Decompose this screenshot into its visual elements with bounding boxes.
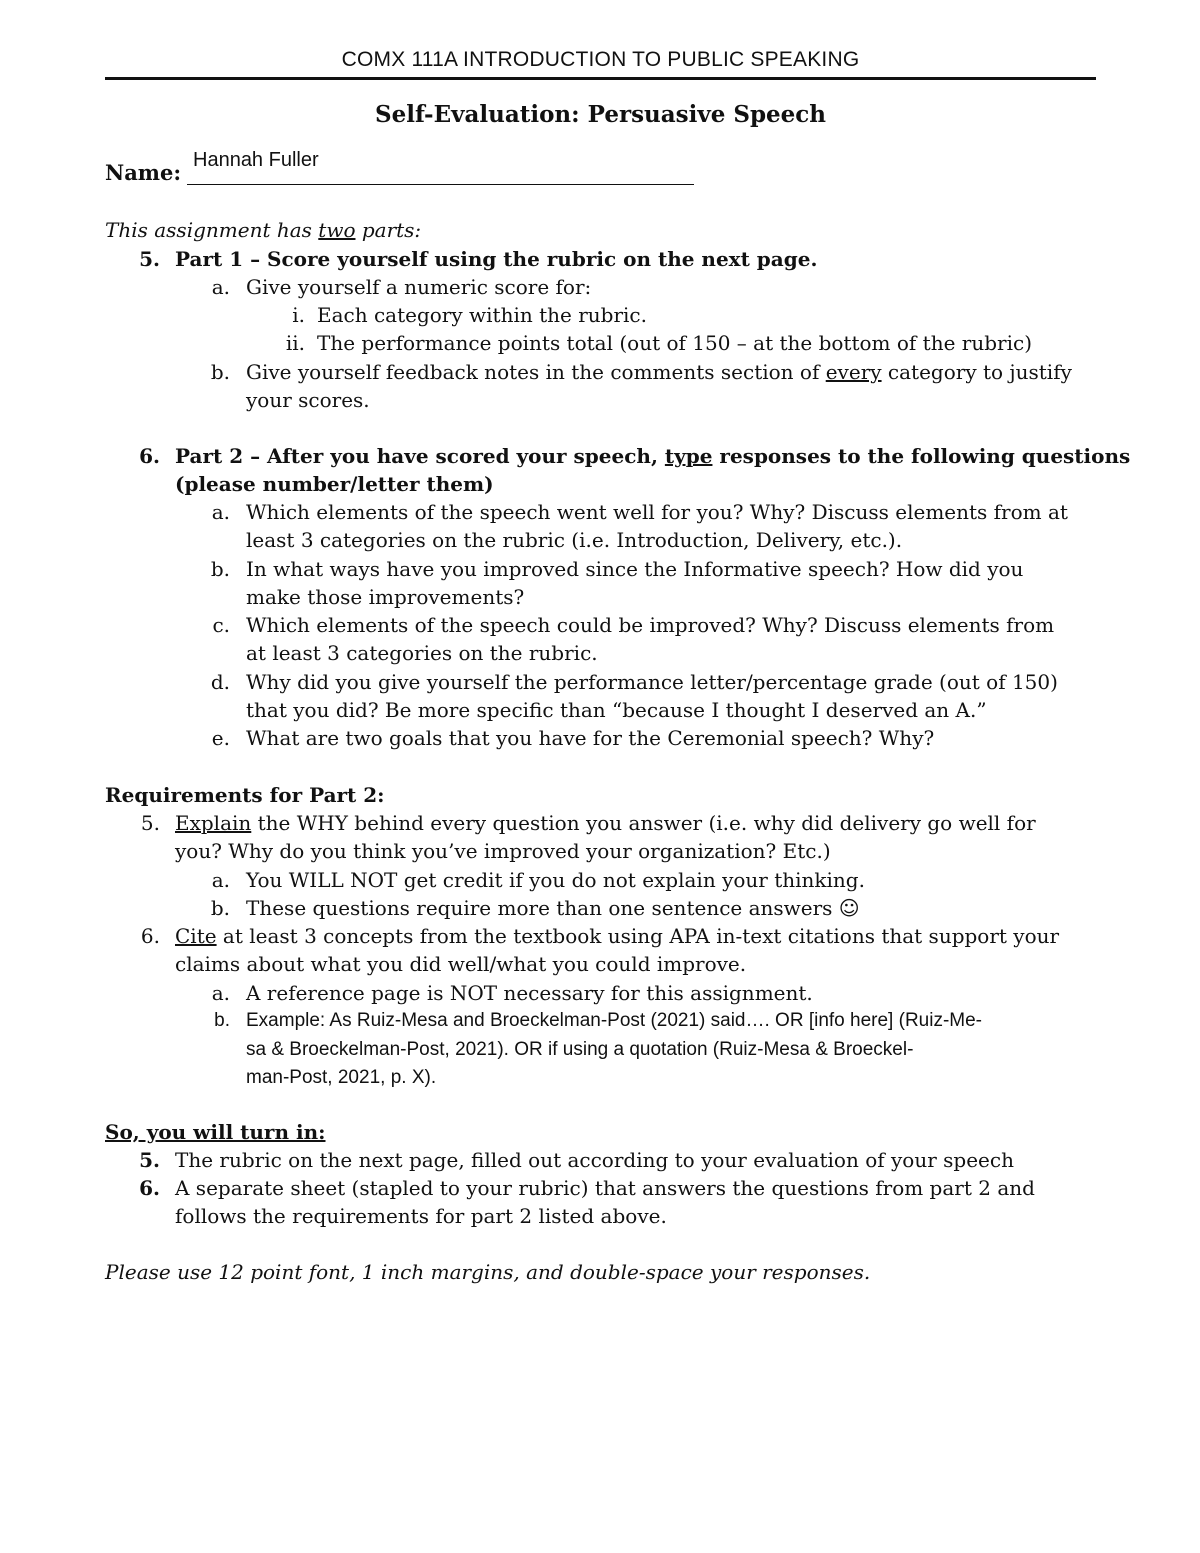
requirement-6b-line1: Example: As Ruiz-Mesa and Broeckelman-Post (2021) said…. OR [info here] (Ruiz-Me- [246,1010,982,1031]
part1-a-ii-text: The performance points total (out of 150 – at the bottom of the rubric) [317,331,1032,355]
turn-in-5-line1: The rubric on the next page, filled out according to your evaluation of your speech [175,1148,1014,1172]
part1-a-text: Give yourself a numeric score for: [246,275,592,299]
part1-marker: 5. [139,247,160,271]
intro-text [105,216,421,244]
question-a-line1: Which elements of the speech went well for you? Why? Discuss elements from at [246,500,1068,524]
intro-after: parts: [355,218,422,242]
question-e-line1: What are two goals that you have for the Ceremonial speech? Why? [246,726,935,750]
question-e-marker: e. [211,726,230,750]
part1-b-line2: your scores. [246,388,370,412]
requirement-5a-text: You WILL NOT get credit if you do not explain your thinking. [246,868,865,892]
name-value[interactable]: Hannah Fuller [193,149,319,171]
question-c-line1: Which elements of the speech could be improved? Why? Discuss elements from [246,613,1055,637]
turn-in-6-line1: A separate sheet (stapled to your rubric) that answers the questions from part 2 and [175,1176,1035,1200]
formatting-note: Please use 12 point font, 1 inch margins, and double-space your responses. [105,1260,871,1284]
requirement-5b-marker: b. [210,896,230,920]
requirement-6b-marker: b. [214,1010,230,1031]
question-c-marker: c. [212,613,230,637]
question-b-line1: In what ways have you improved since the Informative speech? How did you [246,557,1024,581]
requirement-6-line1 [175,922,1059,950]
turn-in-6-line2: follows the requirements for part 2 listed above. [175,1204,667,1228]
part1-b-text [246,358,1072,386]
course-title: COMX 111A INTRODUCTION TO PUBLIC SPEAKING [341,48,860,71]
intro-before: This assignment has [105,218,319,242]
document-title: Self-Evaluation: Persuasive Speech [374,101,827,128]
requirement-5-marker: 5. [140,811,160,835]
part1-a-i-text: Each category within the rubric. [317,303,647,327]
requirement-5-line1 [175,809,1036,837]
part2-heading-underlined: type [664,444,713,468]
requirement-6b-line3: man-Post, 2021, p. X). [246,1067,437,1088]
requirement-6-underlined: Cite [175,924,217,948]
question-c-line2: at least 3 categories on the rubric. [246,641,598,665]
question-a-line2: least 3 categories on the rubric (i.e. Introduction, Delivery, etc.). [246,528,903,552]
part1-b-after: category to justify [881,360,1072,384]
part2-heading-after: responses to the following questions [712,444,1131,468]
question-d-line2: that you did? Be more specific than “because I thought I deserved an A.” [246,698,987,722]
part1-b-underlined: every [825,360,882,384]
question-b-marker: b. [210,557,230,581]
requirements-heading: Requirements for Part 2: [105,783,385,807]
requirement-6-after: at least 3 concepts from the textbook using APA in-text citations that support your [216,924,1060,948]
turn-in-5-marker: 5. [139,1148,160,1172]
requirement-6a-marker: a. [211,981,230,1005]
name-label: Name: [105,160,182,185]
question-a-marker: a. [211,500,230,524]
name-underline [187,184,694,185]
requirement-5b-words: These questions require more than one sentence answers [246,896,833,920]
requirement-5b-text [246,894,860,922]
question-d-line1: Why did you give yourself the performance letter/percentage grade (out of 150) [246,670,1058,694]
intro-underlined: two [318,218,356,242]
header-divider [105,77,1096,80]
part2-marker: 6. [139,444,160,468]
requirement-6b-line2: sa & Broeckelman-Post, 2021). OR if using a quotation (Ruiz-Mesa & Broeckel- [246,1039,914,1060]
requirement-5-after: the WHY behind every question you answer (i.e. why did delivery go well for [251,811,1036,835]
part1-a-marker: a. [211,275,230,299]
part1-heading: Part 1 – Score yourself using the rubric on the next page. [175,247,818,271]
turn-in-heading: So, you will turn in: [105,1120,326,1144]
smiley-icon: ☺ [838,896,860,920]
part1-b-before: Give yourself feedback notes in the comments section of [246,360,826,384]
part1-a-ii-marker: ii. [285,331,305,355]
part2-heading-before: Part 2 – After you have scored your speech, [175,444,665,468]
requirement-5a-marker: a. [211,868,230,892]
question-b-line2: make those improvements? [246,585,525,609]
part2-heading-line2: (please number/letter them) [175,472,494,496]
requirement-6-marker: 6. [140,924,160,948]
part1-a-i-marker: i. [292,303,305,327]
requirement-6a-text: A reference page is NOT necessary for this assignment. [246,981,813,1005]
requirement-5-underlined: Explain [175,811,252,835]
requirement-5-line2: you? Why do you think you’ve improved your organization? Etc.) [175,839,831,863]
part2-heading [175,442,1130,470]
requirement-6-line2: claims about what you did well/what you could improve. [175,952,747,976]
question-d-marker: d. [210,670,230,694]
turn-in-6-marker: 6. [139,1176,160,1200]
part1-b-marker: b. [210,360,230,384]
